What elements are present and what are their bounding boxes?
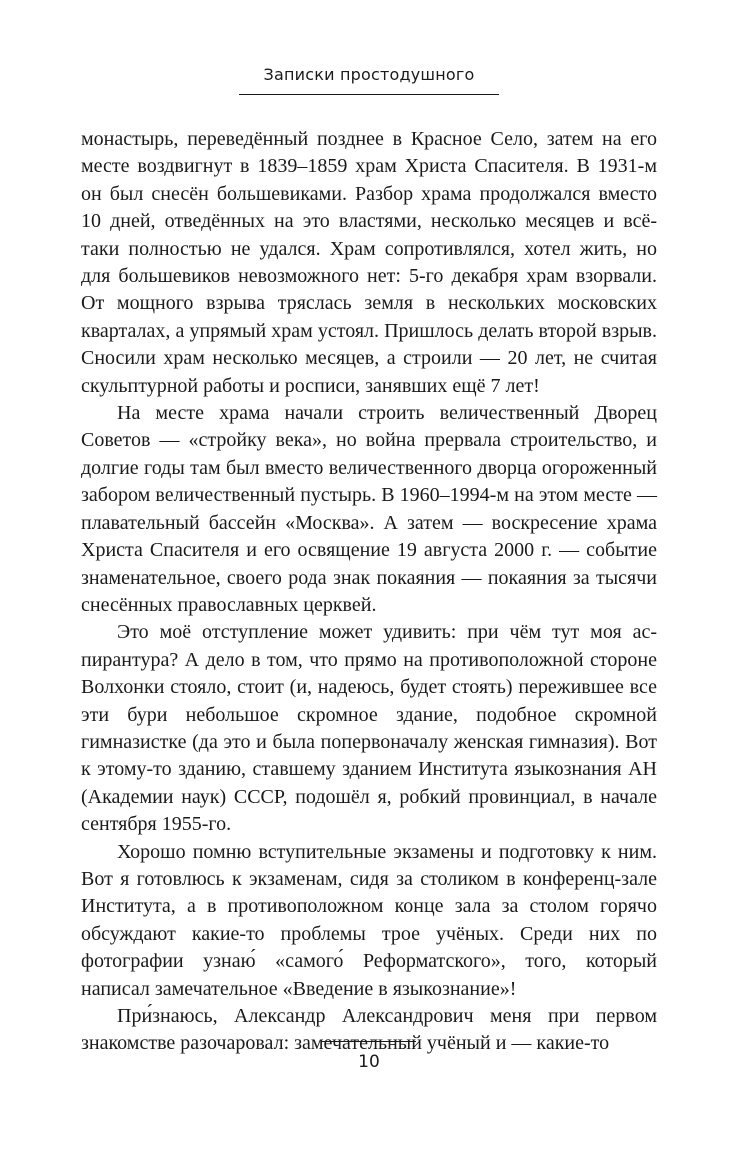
paragraph: При́знаюсь, Александр Александрович меня при первом знакомстве разочаровал: замечательный учёный и — какие-то	[81, 1005, 657, 1055]
paragraph: Хорошо помню вступительные экзамены и подготовку к ним. Вот я готовлюсь к экзаменам, сидя за столиком в конференц-зале Института, а в противоположном конце зала за столом горячо обсуждают какие-то проблемы трое учёных. Среди них по фотографии узнаю́ «самого́ Реформатского», того, который написал замечательное «Введение в языкознание»!	[81, 840, 657, 1000]
body-text	[81, 126, 657, 1058]
page-number: 10	[358, 1052, 380, 1072]
paragraph: Это моё отступление может удивить: при чём тут моя аспирантура? А дело в том, что прямо на противоположной стороне Волхонки стояло, стоит (и, надеюсь, будет стоять) пережившее все эти бури небольшое скромное здание, подобное скромной гимназистке (да это и была попервоначалу женская гимназия). Вот к этому-то зданию, ставшему зданием Института языкознания АН (Академии наук) СССР, подошёл я, робкий провинциал, в начале сентября 1955-го.	[81, 621, 657, 836]
header-rule	[239, 94, 499, 95]
paragraph-continuation: монастырь, переведённый позднее в Красное Село, затем на его месте воздвигнут в 1839–1859 храм Христа Спасителя. В 1931-м он был снесён большевиками. Разбор храма продолжался вместо 10 дней, отведённых на это властями, несколько месяцев и всё-таки полностью не удался. Храм сопротивлялся, хотел жить, но для большевиков невозможного нет: 5-го декабря храм взорвали. От мощного взрыва тряслась земля в нескольких московских кварталах, а упрямый храм устоял. Пришлось делать второй взрыв. Сносили храм несколько месяцев, а строили — 20 лет, не считая скульптурной работы и росписи, занявших ещё 7 лет!	[81, 128, 657, 397]
footer-rule	[322, 1041, 416, 1042]
paragraph: На месте храма начали строить величественный Дворец Советов — «стройку века», но война прервала строительство, и долгие годы там был вместо величественного дворца огороженный забором величественный пустырь. В 1960–1994-м на этом месте — плавательный бассейн «Москва». А затем — воскресение храма Христа Спасителя и его освящение 19 августа 2000 г. — событие знаменательное, своего рода знак покаяния — покаяния за тысячи снесённых православных церквей.	[81, 402, 657, 616]
running-head-title: Записки простодушного	[263, 65, 475, 84]
